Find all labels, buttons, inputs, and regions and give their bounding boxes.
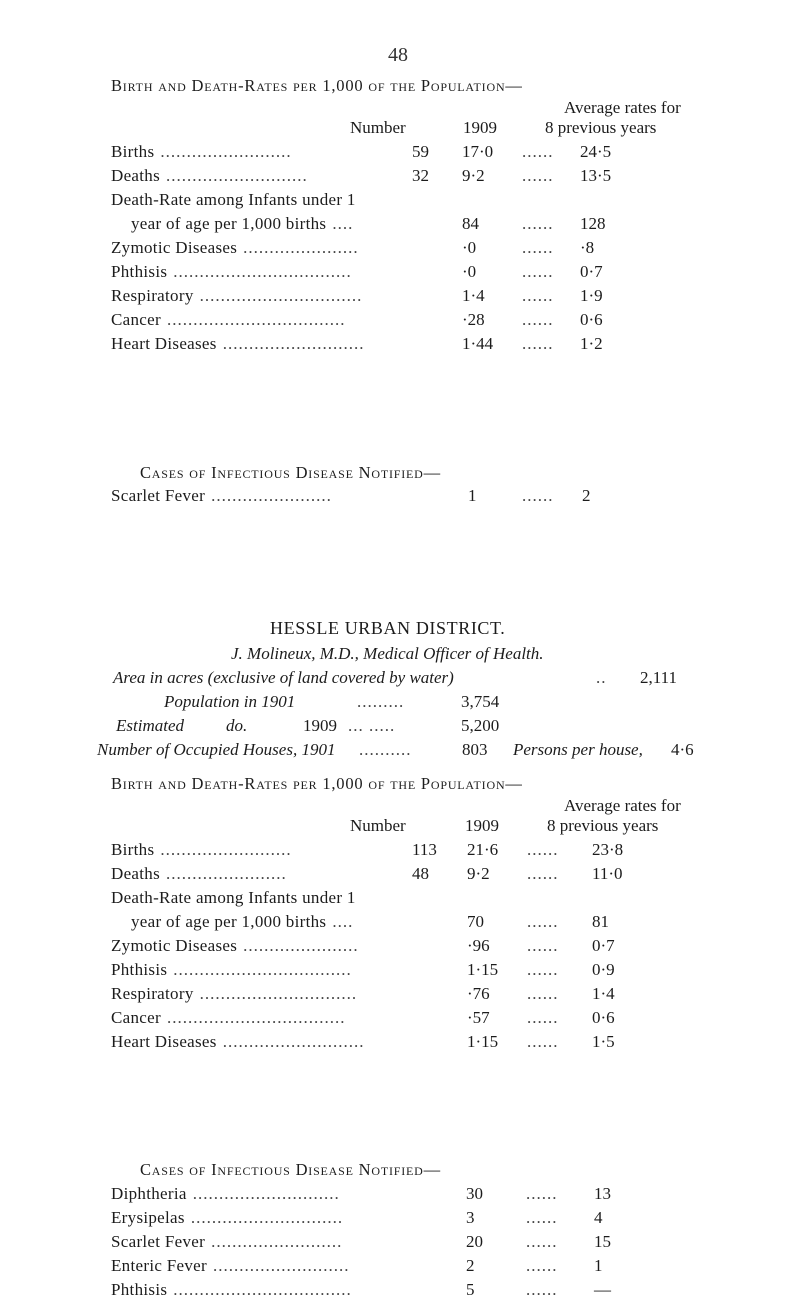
section2-row-average: 1·5 xyxy=(592,1032,615,1051)
section1-row-average: 1·2 xyxy=(580,334,603,353)
section1-cases-heading: Cases of Infectious Disease Notified— xyxy=(140,463,441,482)
section1-row-number: 84 xyxy=(462,214,479,233)
section1-row-label: Deaths xyxy=(111,166,161,185)
section2-row-label: Zymotic Diseases xyxy=(111,936,238,955)
section1-row xyxy=(0,310,800,334)
section2-row xyxy=(0,1032,800,1056)
estimated-do-label: do. xyxy=(226,716,248,735)
section2-case-row-label: Phthisis xyxy=(111,1280,168,1299)
section2-row-leader-dots: .................................. xyxy=(166,1008,346,1027)
section1-row-average: ·8 xyxy=(580,238,595,257)
section2-row-label-continued: year of age per 1,000 births xyxy=(131,912,327,931)
section2-case-row xyxy=(0,1232,800,1256)
section1-row-label: Death-Rate among Infants under 1 xyxy=(111,190,356,209)
section1-row xyxy=(0,190,800,214)
section2-row-average: 11·0 xyxy=(592,864,623,883)
section1-row-leader-dots: .................................. xyxy=(173,262,352,281)
section2-case-row xyxy=(0,1208,800,1232)
area-row xyxy=(113,668,454,688)
section1-case-row-leader-dots-2: ...... xyxy=(522,486,554,505)
section1-row-rate: 1·44 xyxy=(462,334,494,353)
section1-row-rate: 17·0 xyxy=(462,142,494,161)
medical-officer-line: J. Molineux, M.D., Medical Officer of Health. xyxy=(231,644,544,663)
section2-row xyxy=(0,1008,800,1032)
section1-row-leader-dots-2: ...... xyxy=(522,262,554,281)
section2-row-label: Deaths xyxy=(111,864,161,883)
section2-row-rate: 1·15 xyxy=(467,1032,499,1051)
occupied-houses-value: 803 xyxy=(462,740,488,759)
section1-row-label: Phthisis xyxy=(111,262,168,281)
section2-case-row-average: 4 xyxy=(594,1208,603,1227)
section1-row-rate: ·0 xyxy=(462,238,477,257)
section1-row-label: Births xyxy=(111,142,155,161)
section2-row-leader-dots: ......................... xyxy=(160,840,292,859)
section2-row-number: 113 xyxy=(412,840,437,859)
section1-row-average: 24·5 xyxy=(580,142,612,161)
section2-row-leader-dots: ....................... xyxy=(166,864,287,883)
section2-heading: Birth and Death-Rates per 1,000 of the Population— xyxy=(111,774,523,793)
section2-row-rate: ·96 xyxy=(467,936,490,955)
section1-row-leader-dots-2: ...... xyxy=(522,142,554,161)
section2-row-leader-dots: .............................. xyxy=(199,984,358,1003)
section2-row-average: 0·7 xyxy=(592,936,615,955)
estimated-year-label: 1909 xyxy=(303,716,337,735)
section1-row-leader-dots: ............................... xyxy=(199,286,363,305)
section1-row-continued xyxy=(0,214,800,238)
section1-case-row-number: 1 xyxy=(468,486,477,505)
section1-row-label: Zymotic Diseases xyxy=(111,238,238,257)
section2-row-leader-dots-2: ...... xyxy=(527,912,559,931)
section2-case-row-leader-dots-2: ...... xyxy=(526,1232,558,1251)
section2-case-row-leader-dots-2: ...... xyxy=(526,1256,558,1275)
section2-case-row-average: 13 xyxy=(594,1184,611,1203)
section1-row-leader-dots-2: ...... xyxy=(522,286,554,305)
section2-row-average: 0·9 xyxy=(592,960,615,979)
section1-row-leader-dots: .... xyxy=(332,214,354,233)
section2-case-row-leader-dots: .................................. xyxy=(173,1280,352,1299)
section1-row xyxy=(0,286,800,310)
section1-row xyxy=(0,334,800,358)
occupied-houses-dots: .......... xyxy=(359,740,412,759)
section2-row-leader-dots-2: ...... xyxy=(527,936,559,955)
section2-case-row-number: 2 xyxy=(466,1256,475,1275)
section2-row xyxy=(0,888,800,912)
section2-case-row-leader-dots: .......................... xyxy=(212,1256,350,1275)
section2-case-row-label: Enteric Fever xyxy=(111,1256,207,1275)
section2-row-average: 23·8 xyxy=(592,840,624,859)
section1-row-label: Cancer xyxy=(111,310,161,329)
section1-row-rate: 9·2 xyxy=(462,166,485,185)
section1-row-leader-dots: .................................. xyxy=(166,310,346,329)
section1-row-leader-dots-2: ...... xyxy=(522,238,554,257)
area-label: Area in acres (exclusive of land covered by water) xyxy=(113,668,454,687)
section2-case-row-number: 3 xyxy=(466,1208,475,1227)
section1-case-row-leader-dots: ....................... xyxy=(211,486,332,505)
estimated-label: Estimated xyxy=(116,716,184,735)
section2-row-leader-dots-2: ...... xyxy=(527,984,559,1003)
section1-case-row-average: 2 xyxy=(582,486,591,505)
section1-row-leader-dots: ........................... xyxy=(222,334,365,353)
section2-row-leader-dots-2: ...... xyxy=(527,1008,559,1027)
section1-row-label: Respiratory xyxy=(111,286,194,305)
population-1901-dots: ......... xyxy=(357,692,405,711)
section1-row-average: 13·5 xyxy=(580,166,612,185)
section2-case-row-number: 20 xyxy=(466,1232,483,1251)
section1-number-header: Number xyxy=(350,118,406,137)
section2-case-row-leader-dots-2: ...... xyxy=(526,1184,558,1203)
page-number: 48 xyxy=(388,44,408,66)
occupied-houses-label: Number of Occupied Houses, 1901 xyxy=(97,740,336,759)
section1-row-label: Heart Diseases xyxy=(111,334,217,353)
section2-case-row-label: Scarlet Fever xyxy=(111,1232,206,1251)
section1-row-number: 32 xyxy=(412,166,429,185)
section1-case-row xyxy=(0,486,800,510)
section1-row xyxy=(0,166,800,190)
section1-row xyxy=(0,238,800,262)
section2-row-average: 81 xyxy=(592,912,609,931)
section2-row xyxy=(0,960,800,984)
section2-case-row-leader-dots-2: ...... xyxy=(526,1208,558,1227)
section1-row-rate: ·28 xyxy=(462,310,485,329)
section2-row-leader-dots-2: ...... xyxy=(527,864,559,883)
section2-row-label: Heart Diseases xyxy=(111,1032,217,1051)
section1-row-number: 59 xyxy=(412,142,429,161)
section1-heading: Birth and Death-Rates per 1,000 of the Population— xyxy=(111,76,523,95)
section1-row-leader-dots: ...................... xyxy=(243,238,359,257)
section2-row-number: 48 xyxy=(412,864,429,883)
persons-per-house-value: 4·6 xyxy=(671,740,694,759)
section2-row-rate: ·57 xyxy=(467,1008,490,1027)
section2-case-row-label: Diphtheria xyxy=(111,1184,187,1203)
section2-row xyxy=(0,840,800,864)
section2-number-header: Number xyxy=(350,816,406,835)
section2-case-row xyxy=(0,1280,800,1304)
section2-row-average: 0·6 xyxy=(592,1008,615,1027)
section2-row-label: Respiratory xyxy=(111,984,194,1003)
section1-row-leader-dots-2: ...... xyxy=(522,310,554,329)
section1-row-leader-dots: ........................... xyxy=(166,166,308,185)
section2-row xyxy=(0,984,800,1008)
section2-row-label: Death-Rate among Infants under 1 xyxy=(111,888,356,907)
section2-case-row-leader-dots: ............................ xyxy=(192,1184,340,1203)
section2-row-leader-dots: .... xyxy=(332,912,354,931)
section1-row-label-continued: year of age per 1,000 births xyxy=(131,214,327,233)
area-value: 2,111 xyxy=(640,668,677,687)
section1-row-leader-dots-2: ...... xyxy=(522,334,554,353)
section2-row-continued xyxy=(0,912,800,936)
section1-row-rate: ·0 xyxy=(462,262,477,281)
section2-case-row-average: — xyxy=(594,1280,611,1299)
section2-row-leader-dots-2: ...... xyxy=(527,1032,559,1051)
section2-row-leader-dots-2: ...... xyxy=(527,840,559,859)
section2-case-row-label: Erysipelas xyxy=(111,1208,185,1227)
section1-case-row-label: Scarlet Fever xyxy=(111,486,206,505)
population-1901-value: 3,754 xyxy=(461,692,500,711)
section2-row xyxy=(0,864,800,888)
section1-row-leader-dots-2: ...... xyxy=(522,166,554,185)
section1-avg-header-line1: Average rates for xyxy=(564,98,681,117)
section1-year-header: 1909 xyxy=(463,118,497,137)
section1-row-leader-dots-2: ...... xyxy=(522,214,554,233)
section2-row-leader-dots: .................................. xyxy=(173,960,352,979)
section2-row-label: Births xyxy=(111,840,155,859)
section2-case-row-leader-dots: ......................... xyxy=(211,1232,343,1251)
section2-avg-header-line2: 8 previous years xyxy=(547,816,659,835)
persons-per-house-label: Persons per house, xyxy=(513,740,643,759)
section1-avg-header-line2: 8 previous years xyxy=(545,118,657,137)
section2-case-row-number: 30 xyxy=(466,1184,483,1203)
section2-row-rate: 21·6 xyxy=(467,840,499,859)
section2-row-rate: 1·15 xyxy=(467,960,499,979)
section1-row-average: 0·6 xyxy=(580,310,603,329)
district-title: HESSLE URBAN DISTRICT. xyxy=(270,618,506,638)
area-dots: .. xyxy=(596,668,607,687)
section2-case-row-average: 1 xyxy=(594,1256,603,1275)
section2-row-label: Phthisis xyxy=(111,960,168,979)
section2-case-row-average: 15 xyxy=(594,1232,611,1251)
section2-row-rate: ·76 xyxy=(467,984,490,1003)
section1-row-leader-dots: ......................... xyxy=(160,142,292,161)
population-1901-label: Population in 1901 xyxy=(164,692,296,711)
section2-row-leader-dots: ........................... xyxy=(222,1032,365,1051)
section2-case-row xyxy=(0,1184,800,1208)
section2-row xyxy=(0,936,800,960)
section2-case-row-leader-dots: ............................. xyxy=(190,1208,344,1227)
section2-case-row-number: 5 xyxy=(466,1280,475,1299)
section2-cases-heading: Cases of Infectious Disease Notified— xyxy=(140,1160,441,1179)
section1-row xyxy=(0,262,800,286)
section1-row-rate: 1·4 xyxy=(462,286,485,305)
section2-row-leader-dots-2: ...... xyxy=(527,960,559,979)
section2-row-rate: 9·2 xyxy=(467,864,490,883)
section2-row-number: 70 xyxy=(467,912,484,931)
section1-row-average: 128 xyxy=(580,214,606,233)
population-1909-dots: ... ..... xyxy=(348,716,396,735)
section2-row-average: 1·4 xyxy=(592,984,615,1003)
section2-case-row xyxy=(0,1256,800,1280)
population-1909-value: 5,200 xyxy=(461,716,500,735)
section2-case-row-leader-dots-2: ...... xyxy=(526,1280,558,1299)
section2-row-leader-dots: ...................... xyxy=(243,936,359,955)
section1-row-average: 1·9 xyxy=(580,286,603,305)
section1-row-average: 0·7 xyxy=(580,262,603,281)
section2-year-header: 1909 xyxy=(465,816,499,835)
section2-avg-header-line1: Average rates for xyxy=(564,796,681,815)
section2-row-label: Cancer xyxy=(111,1008,161,1027)
section1-row xyxy=(0,142,800,166)
